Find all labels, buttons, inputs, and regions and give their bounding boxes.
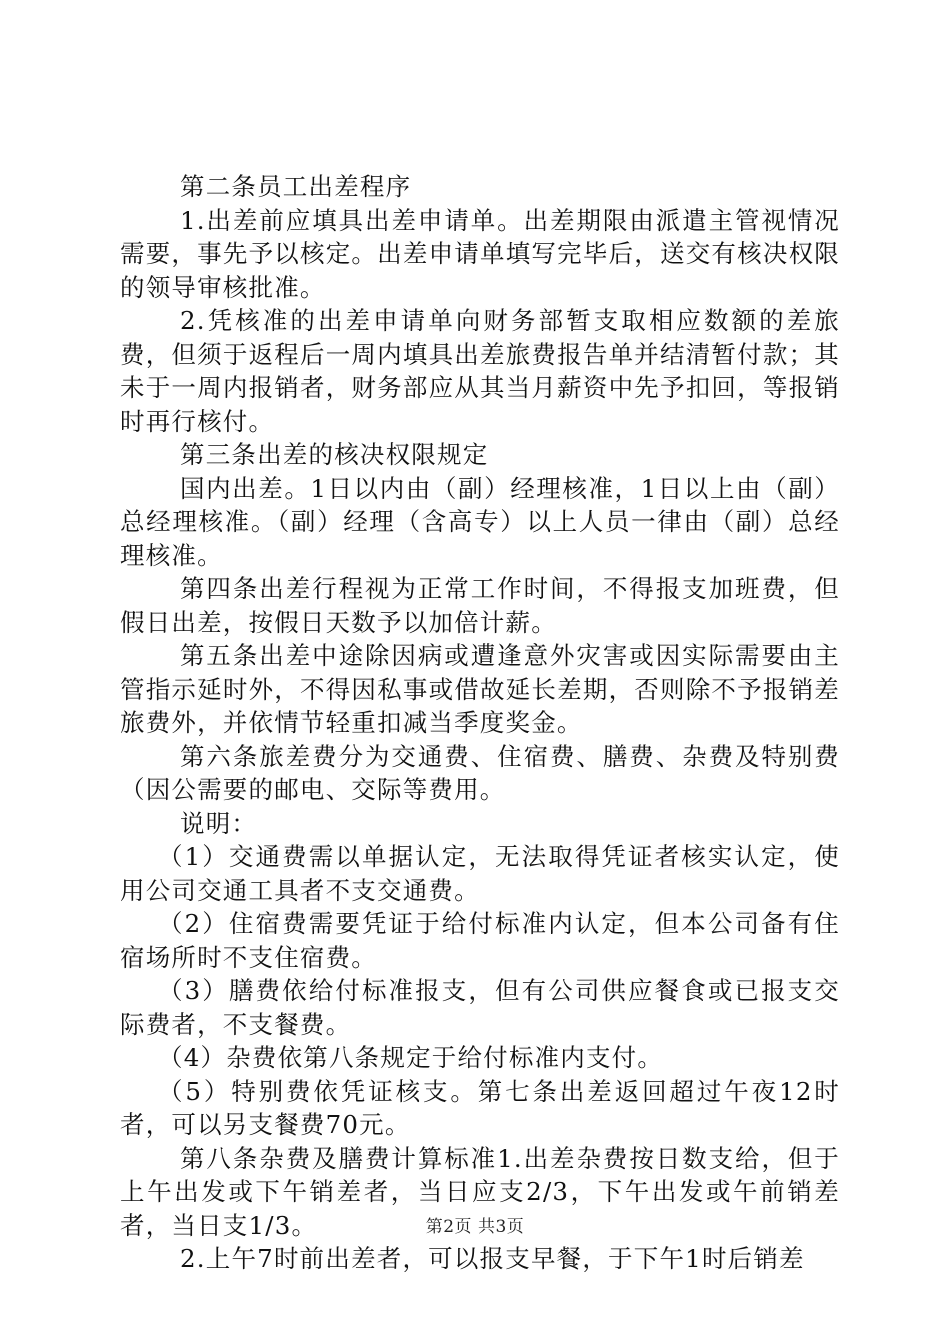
paragraph-8-2: 2.上午7时前出差者，可以报支早餐，于下午1时后销差 <box>180 1244 805 1273</box>
paragraph-article-2-title: 第二条员工出差程序 <box>180 172 412 201</box>
document-body <box>120 170 840 1276</box>
paragraph-article-3-title: 第三条出差的核决权限规定 <box>180 440 489 469</box>
list-item-2: （2）住宿费需要凭证于给付标准内认定，但本公司备有住宿场所时不支住宿费。 <box>120 909 840 972</box>
paragraph-article-8: 第八条杂费及膳费计算标准1.出差杂费按日数支给，但于上午出发或下午销差者，当日应支2/3，下午出发或午前销差者，当日支1/3。 <box>120 1143 840 1240</box>
paragraph-article-4: 第四条出差行程视为正常工作时间，不得报支加班费，但假日出差，按假日天数予以加倍计薪。 <box>120 574 840 637</box>
paragraph-2-1: 1.出差前应填具出差申请单。出差期限由派遣主管视情况需要，事先予以核定。出差申请单填写完毕后，送交有核决权限的领导审核批准。 <box>120 205 840 302</box>
paragraph-explanation-label: 说明： <box>180 808 258 838</box>
paragraph-article-6: 第六条旅差费分为交通费、住宿费、膳费、杂费及特别费（因公需要的邮电、交际等费用。 <box>120 741 840 804</box>
paragraph-domestic-travel: 国内出差。1日以内由（副）经理核准，1日以上由（副）总经理核准。（副）经理（含高专）以上人员一律由（副）总经理核准。 <box>120 473 840 570</box>
list-item-3: （3）膳费依给付标准报支，但有公司供应餐食或已报支交际费者，不支餐费。 <box>120 976 840 1039</box>
page-footer: 第2页 共3页 <box>425 1217 525 1237</box>
paragraph-2-2: 2.凭核准的出差申请单向财务部暂支取相应数额的差旅费，但须于返程后一周内填具出差旅费报告单并结清暂付款；其未于一周内报销者，财务部应从其当月薪资中先予扣回，等报销时再行核付。 <box>120 306 840 436</box>
list-item-1: （1）交通费需以单据认定，无法取得凭证者核实认定，使用公司交通工具者不支交通费。 <box>120 842 840 905</box>
list-item-5: （5）特别费依凭证核支。第七条出差返回超过午夜12时者，可以另支餐费70元。 <box>120 1076 840 1139</box>
paragraph-article-5: 第五条出差中途除因病或遭逢意外灾害或因实际需要由主管指示延时外，不得因私事或借故延长差期，否则除不予报销差旅费外，并依情节轻重扣减当季度奖金。 <box>120 641 840 737</box>
list-item-4: （4）杂费依第八条规定于给付标准内支付。 <box>158 1043 664 1072</box>
